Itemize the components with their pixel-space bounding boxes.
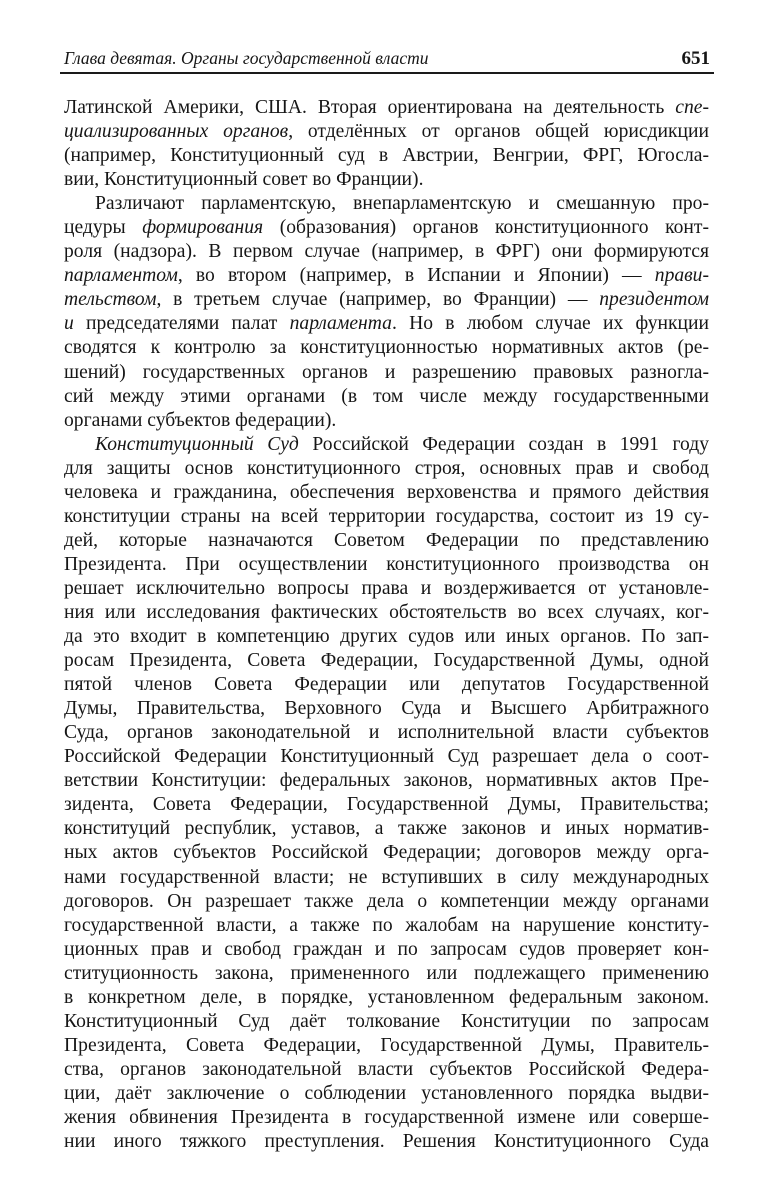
text-line [64, 505, 709, 529]
page-header [62, 46, 712, 74]
text-segment: , в третьем случае (например, во Франции) — [156, 289, 600, 311]
text-line [64, 361, 709, 385]
text-line [64, 914, 709, 938]
text-line [64, 1106, 709, 1130]
text-line [64, 457, 709, 481]
text-line [64, 673, 709, 697]
text-segment: , во втором (например, в Испании и Японии) — [177, 265, 655, 287]
text-line [64, 745, 709, 769]
text-segment: жения обвинения Президента в государственной измене или соверше- [64, 1106, 709, 1128]
text-line [64, 1034, 709, 1058]
text-segment: Суда, органов законодательной и исполнительной власти субъектов [64, 722, 709, 744]
text-segment: (например, Конституционный суд в Австрии, Венгрии, ФРГ, Югосла- [64, 145, 709, 167]
text-segment: вии, Конституционный совет во Франции). [64, 169, 424, 191]
header-rule [60, 72, 714, 74]
text-line [64, 649, 709, 673]
text-line [64, 216, 709, 240]
text-line [64, 577, 709, 601]
text-line [64, 986, 709, 1010]
text-segment: (образования) органов конституционного конт- [263, 217, 709, 239]
italic-text-segment: и [64, 313, 74, 335]
text-segment: человека и гражданина, обеспечения верховенства и прямого действия [64, 481, 709, 503]
text-line [64, 288, 709, 312]
text-segment: Различают парламентскую, внепарламентскую и смешанную про- [95, 193, 709, 215]
text-segment: . Но в любом случае их функции [391, 313, 709, 335]
italic-text-segment: Конституционный Суд [95, 433, 299, 455]
text-line [64, 168, 709, 192]
italic-text-segment: формирования [142, 217, 264, 239]
text-segment: дей, которые назначаются Советом Федерации по представлению [64, 529, 709, 551]
text-segment: органами субъектов федерации). [64, 409, 337, 431]
text-line [64, 529, 709, 553]
text-line [64, 264, 709, 288]
text-segment: Латинской Америки, США. Вторая ориентирована на деятельность [64, 97, 676, 118]
text-segment: ветствии Конституции: федеральных законов, нормативных актов Пре- [64, 770, 709, 792]
text-line [64, 1082, 709, 1106]
text-line [64, 938, 709, 962]
text-line [64, 385, 709, 409]
text-segment: шений) государственных органов и разрешению правовых разногла- [64, 361, 709, 383]
text-segment: росам Президента, Совета Федерации, Государственной Думы, одной [64, 650, 709, 672]
text-segment: ных актов субъектов Российской Федерации; договоров между орга- [64, 842, 709, 864]
text-line [64, 481, 709, 505]
text-segment: Думы, Правительства, Верховного Суда и Высшего Арбитражного [64, 698, 709, 720]
body-text [64, 96, 709, 1154]
text-segment: конституции страны на всей территории государства, состоит из 19 су- [64, 505, 709, 527]
text-segment: Конституционный Суд даёт толкование Конституции по запросам [64, 1010, 709, 1032]
text-segment: ституционность закона, примененного или подлежащего применению [64, 962, 709, 984]
text-segment: для защиты основ конституционного строя, основных прав и свобод [64, 457, 709, 479]
text-segment: роля (надзора). В первом случае (например, в ФРГ) они формируются [64, 241, 709, 263]
italic-text-segment: президентом [599, 289, 709, 311]
text-line [64, 625, 709, 649]
text-segment: сводятся к контролю за конституционностью нормативных актов (ре- [64, 337, 709, 359]
text-segment: пятой членов Совета Федерации или депутатов Государственной [64, 674, 709, 696]
text-segment: председателями палат [73, 313, 290, 335]
text-line [64, 120, 709, 144]
text-segment: да это входит в компетенцию других судов или иных органов. По зап- [64, 626, 709, 648]
text-line [64, 890, 709, 914]
text-segment: Президента, Совета Федерации, Государственной Думы, Правитель- [64, 1034, 709, 1056]
text-line [64, 409, 709, 433]
text-line [64, 1010, 709, 1034]
text-segment: государственной власти, а также по жалобам на нарушение конститу- [64, 914, 709, 936]
text-segment: нии иного тяжкого преступления. Решения Конституционного Суда [64, 1131, 709, 1153]
text-line [64, 866, 709, 890]
page-number: 651 [681, 48, 710, 69]
text-line [64, 336, 709, 360]
italic-text-segment: прави- [654, 265, 709, 287]
text-segment: , отделённых от органов общей юрисдикции [288, 121, 709, 143]
text-line [64, 841, 709, 865]
text-line [64, 962, 709, 986]
text-line [64, 433, 709, 457]
text-segment: решает исключительно вопросы права и воздерживается от установле- [64, 577, 709, 599]
text-line [64, 721, 709, 745]
text-segment: ционных прав и свобод граждан и по запросам судов проверяет кон- [64, 938, 709, 960]
text-segment: зидента, Совета Федерации, Государственной Думы, Правительства; [64, 794, 709, 816]
text-line [64, 312, 709, 336]
text-segment: сий между этими органами (в том числе между государственными [64, 385, 709, 407]
italic-text-segment: парламента [289, 313, 392, 335]
italic-text-segment: тельством [64, 289, 157, 311]
text-segment: договоров. Он разрешает также дела о компетенции между органами [64, 890, 709, 912]
text-line [64, 240, 709, 264]
text-line [64, 1058, 709, 1082]
text-segment: нами государственной власти; не вступивших в силу международных [64, 866, 709, 888]
text-line [64, 817, 709, 841]
text-line [64, 553, 709, 577]
running-head: Глава девятая. Органы государственной власти [64, 48, 429, 68]
text-segment: ства, органов законодательной власти субъектов Российской Федера- [64, 1058, 709, 1080]
italic-text-segment: спе- [675, 97, 709, 118]
text-segment: Президента. При осуществлении конституционного производства он [64, 553, 709, 575]
text-segment: конституций республик, уставов, а также законов и иных норматив- [64, 818, 709, 840]
text-line [64, 96, 709, 120]
text-segment: цедуры [64, 217, 143, 239]
text-line [64, 697, 709, 721]
text-segment: Российской Федерации Конституционный Суд разрешает дела о соот- [64, 746, 709, 768]
text-line [64, 601, 709, 625]
text-segment: ции, даёт заключение о соблюдении установленного порядка выдви- [64, 1082, 709, 1104]
italic-text-segment: циализированных органов [64, 121, 289, 143]
text-line [64, 793, 709, 817]
text-line [64, 1130, 709, 1154]
text-line [64, 144, 709, 168]
italic-text-segment: парламентом [64, 265, 178, 287]
text-line [64, 769, 709, 793]
text-line [64, 192, 709, 216]
text-segment: в конкретном деле, в порядке, установленном федеральным законом. [64, 986, 709, 1008]
text-segment: Российской Федерации создан в 1991 году [298, 433, 709, 455]
text-segment: ния или исследования фактических обстоятельств во всех случаях, ког- [64, 601, 709, 623]
